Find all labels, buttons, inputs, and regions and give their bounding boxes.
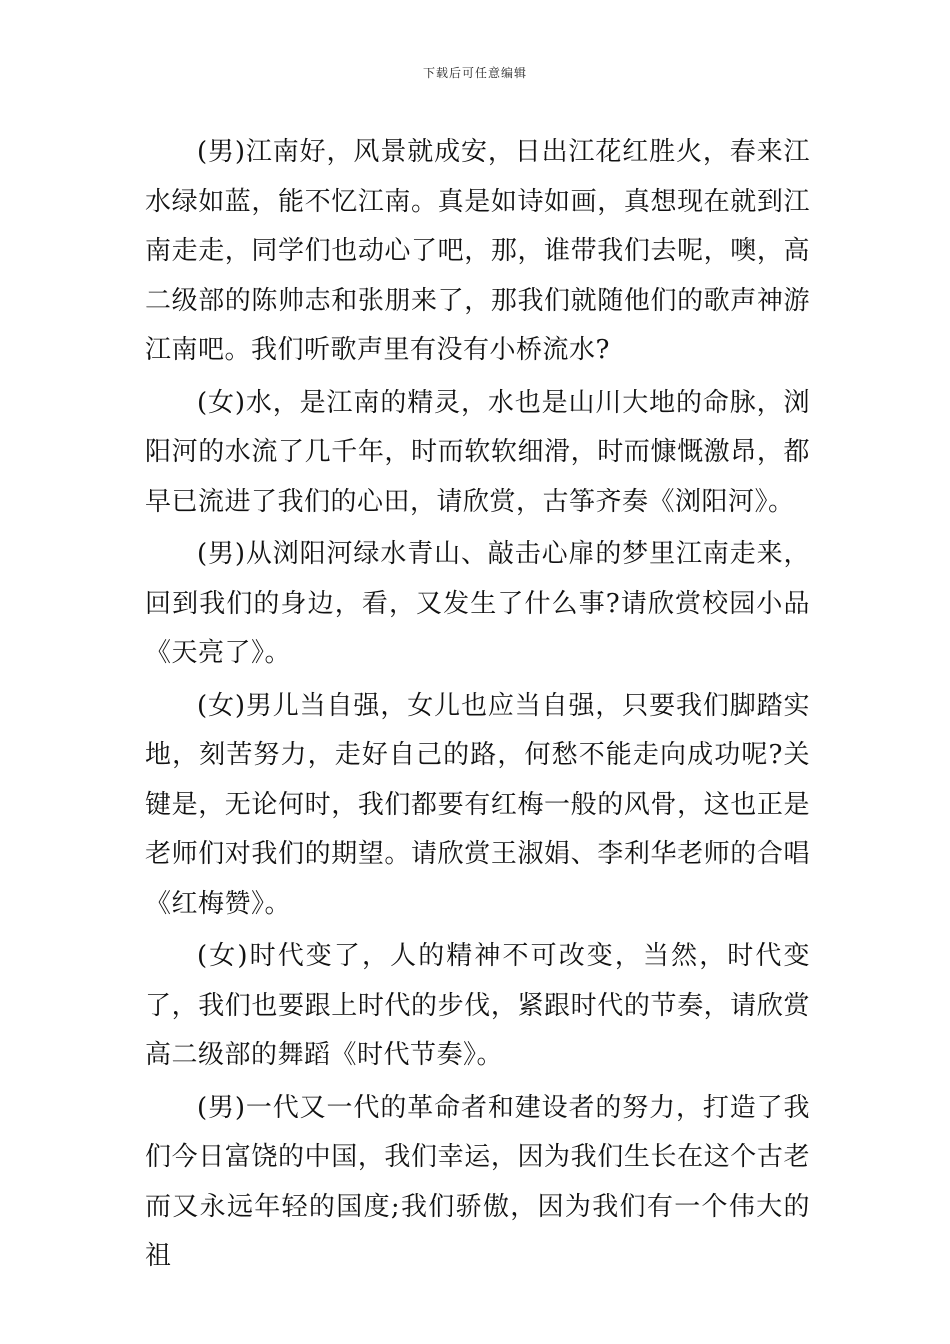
paragraph-2: (女)水，是江南的精灵，水也是山川大地的命脉，浏阳河的水流了几千年，时而软软细滑，时而慷慨激昂，都早已流进了我们的心田，请欣赏，古筝齐奏《浏阳河》。 (145, 387, 810, 517)
paragraph-5: (女)时代变了，人的精神不可改变，当然，时代变了，我们也要跟上时代的步伐，紧跟时代的节奏，请欣赏高二级部的舞蹈《时代节奏》。 (145, 941, 810, 1070)
document-body (145, 128, 810, 1285)
paragraph-6: (男)一代又一代的革命者和建设者的努力，打造了我们今日富饶的中国，我们幸运，因为我们生长在这个古老而又永远年轻的国度;我们骄傲，因为我们有一个伟大的祖 (145, 1092, 810, 1271)
paragraph-4: (女)男儿当自强，女儿也应当自强，只要我们脚踏实地，刻苦努力，走好自己的路，何愁不能走向成功呢?关键是，无论何时，我们都要有红梅一般的风骨，这也正是老师们对我们的期望。请欣赏王淑娟、李利华老师的合唱《红梅赞》。 (145, 690, 810, 919)
paragraph-3: (男)从浏阳河绿水青山、敲击心扉的梦里江南走来，回到我们的身边，看，又发生了什么事?请欣赏校园小品《天亮了》。 (145, 539, 810, 668)
paragraph-1: (男)江南好，风景就成安，日出江花红胜火，春来江水绿如蓝，能不忆江南。真是如诗如画，真想现在就到江南走走，同学们也动心了吧，那，谁带我们去呢，噢，高二级部的陈帅志和张朋来了，那我们就随他们的歌声神游江南吧。我们听歌声里有没有小桥流水? (145, 137, 810, 365)
page-header: 下载后可任意编辑 (422, 66, 527, 80)
